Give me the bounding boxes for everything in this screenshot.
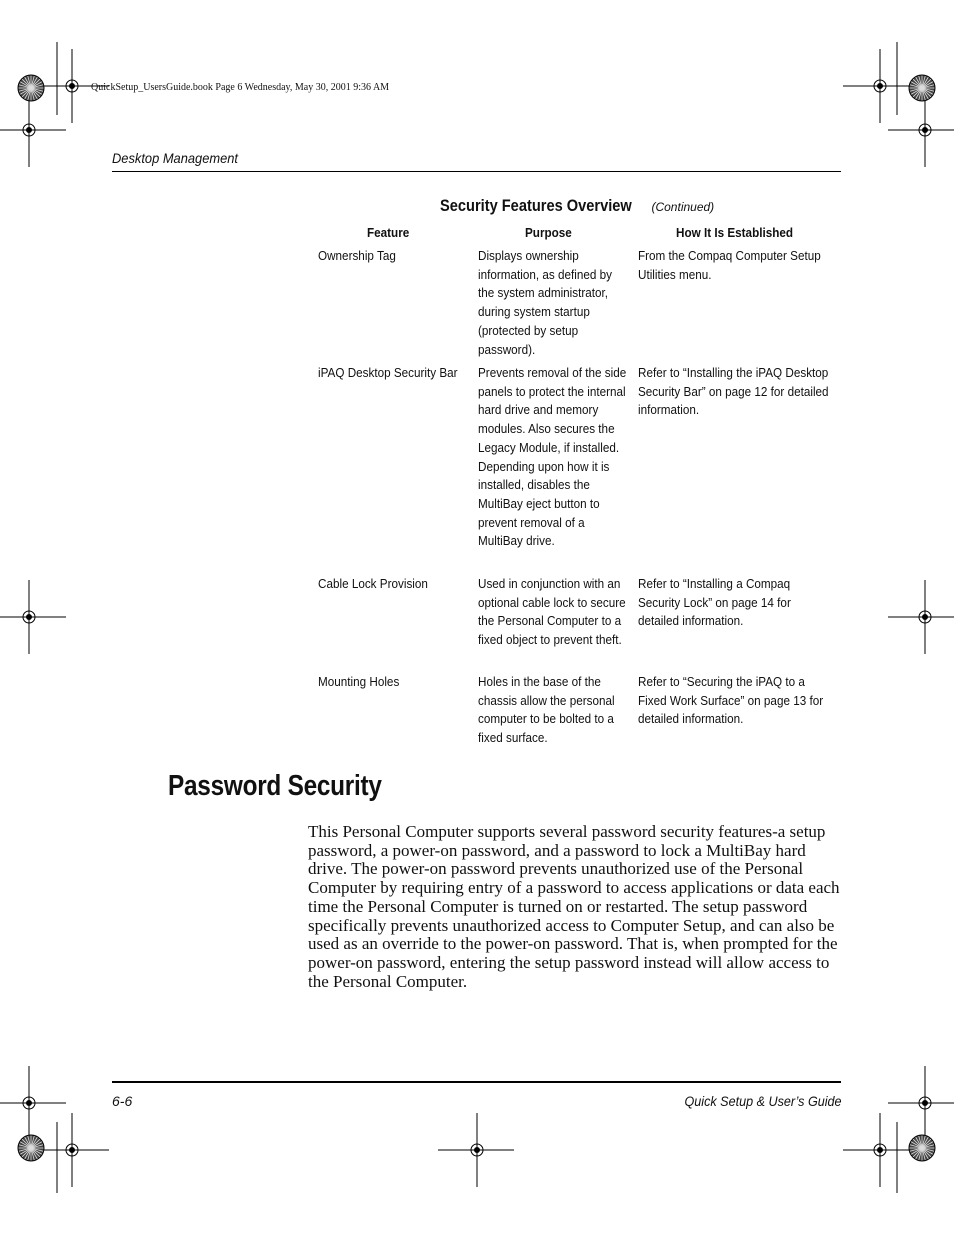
registration-crosshair-icon — [0, 580, 66, 654]
table-title — [440, 196, 714, 216]
table-continued-label: (Continued) — [651, 200, 715, 214]
registration-crosshair-icon — [888, 1066, 954, 1140]
starburst-target-icon — [18, 75, 44, 101]
feature-cell: Mounting Holes — [318, 674, 400, 689]
established-cell: Refer to “Securing the iPAQ to a Fixed Work Surface” on page 13 for detailed information. — [638, 674, 824, 727]
page-number: 6-6 — [112, 1093, 133, 1109]
starburst-target-icon — [909, 75, 935, 101]
established-cell: Refer to “Installing a Compaq Security Lock” on page 14 for detailed information. — [638, 576, 791, 629]
print-header: QuickSetup_UsersGuide.book Page 6 Wednesday, May 30, 2001 9:36 AM — [91, 82, 390, 93]
section-title: Password Security — [168, 770, 382, 802]
established-cell: From the Compaq Computer Setup Utilities menu. — [638, 248, 821, 282]
section-body: This Personal Computer supports several password security features-a setup password, a power-on password, and a password to lock a MultiBay hard drive. The power-on password prevents unauthorized use of the Personal Computer by requiring entry of a password to access applications or data each time the Personal Computer is turned on or restarted. The setup password specifically prevents unauthorized access to Computer Setup, and can also be used as an override to the power-on password. That is, when prompted for the power-on password, entering the setup password instead will allow access to the Personal Computer. — [308, 822, 840, 991]
column-header-purpose: Purpose — [525, 225, 572, 240]
purpose-cell: Displays ownership information, as defined by the system administrator, during system startup (protected by setup password). — [478, 248, 612, 357]
starburst-target-icon — [18, 1135, 44, 1161]
established-cell: Refer to “Installing the iPAQ Desktop Security Bar” on page 12 for detailed information. — [638, 365, 829, 418]
registration-crosshair-icon — [888, 580, 954, 654]
starburst-target-icon — [909, 1135, 935, 1161]
purpose-cell: Used in conjunction with an optional cable lock to secure the Personal Computer to a fixed object to prevent theft. — [478, 576, 626, 648]
registration-crosshair-icon — [35, 1113, 109, 1187]
registration-crosshair-icon — [0, 93, 66, 167]
registration-crosshair-icon — [843, 49, 917, 123]
footer-rule — [112, 1081, 841, 1083]
feature-cell: iPAQ Desktop Security Bar — [318, 365, 458, 380]
purpose-cell: Prevents removal of the side panels to protect the internal hard drive and memory modules. Also secures the Legacy Module, if installed. Depending upon how it is installed, disables the MultiBay eject button to prevent removal of a MultiBay drive. — [478, 365, 627, 549]
feature-cell: Ownership Tag — [318, 248, 396, 263]
purpose-cell: Holes in the base of the chassis allow the personal computer to be bolted to a fixed surface. — [478, 674, 615, 746]
registration-crosshair-icon — [843, 1113, 917, 1187]
registration-crosshair-icon — [0, 1066, 66, 1140]
registration-crosshair-icon — [888, 93, 954, 167]
column-header-feature: Feature — [367, 225, 410, 240]
running-head: Desktop Management — [112, 150, 239, 166]
book-title: Quick Setup & User’s Guide — [684, 1093, 842, 1109]
table-title-text: Security Features Overview — [440, 196, 632, 215]
feature-cell: Cable Lock Provision — [318, 576, 428, 591]
registration-crosshair-icon — [440, 1113, 514, 1187]
column-header-established: How It Is Established — [676, 225, 794, 240]
header-rule — [112, 171, 841, 172]
